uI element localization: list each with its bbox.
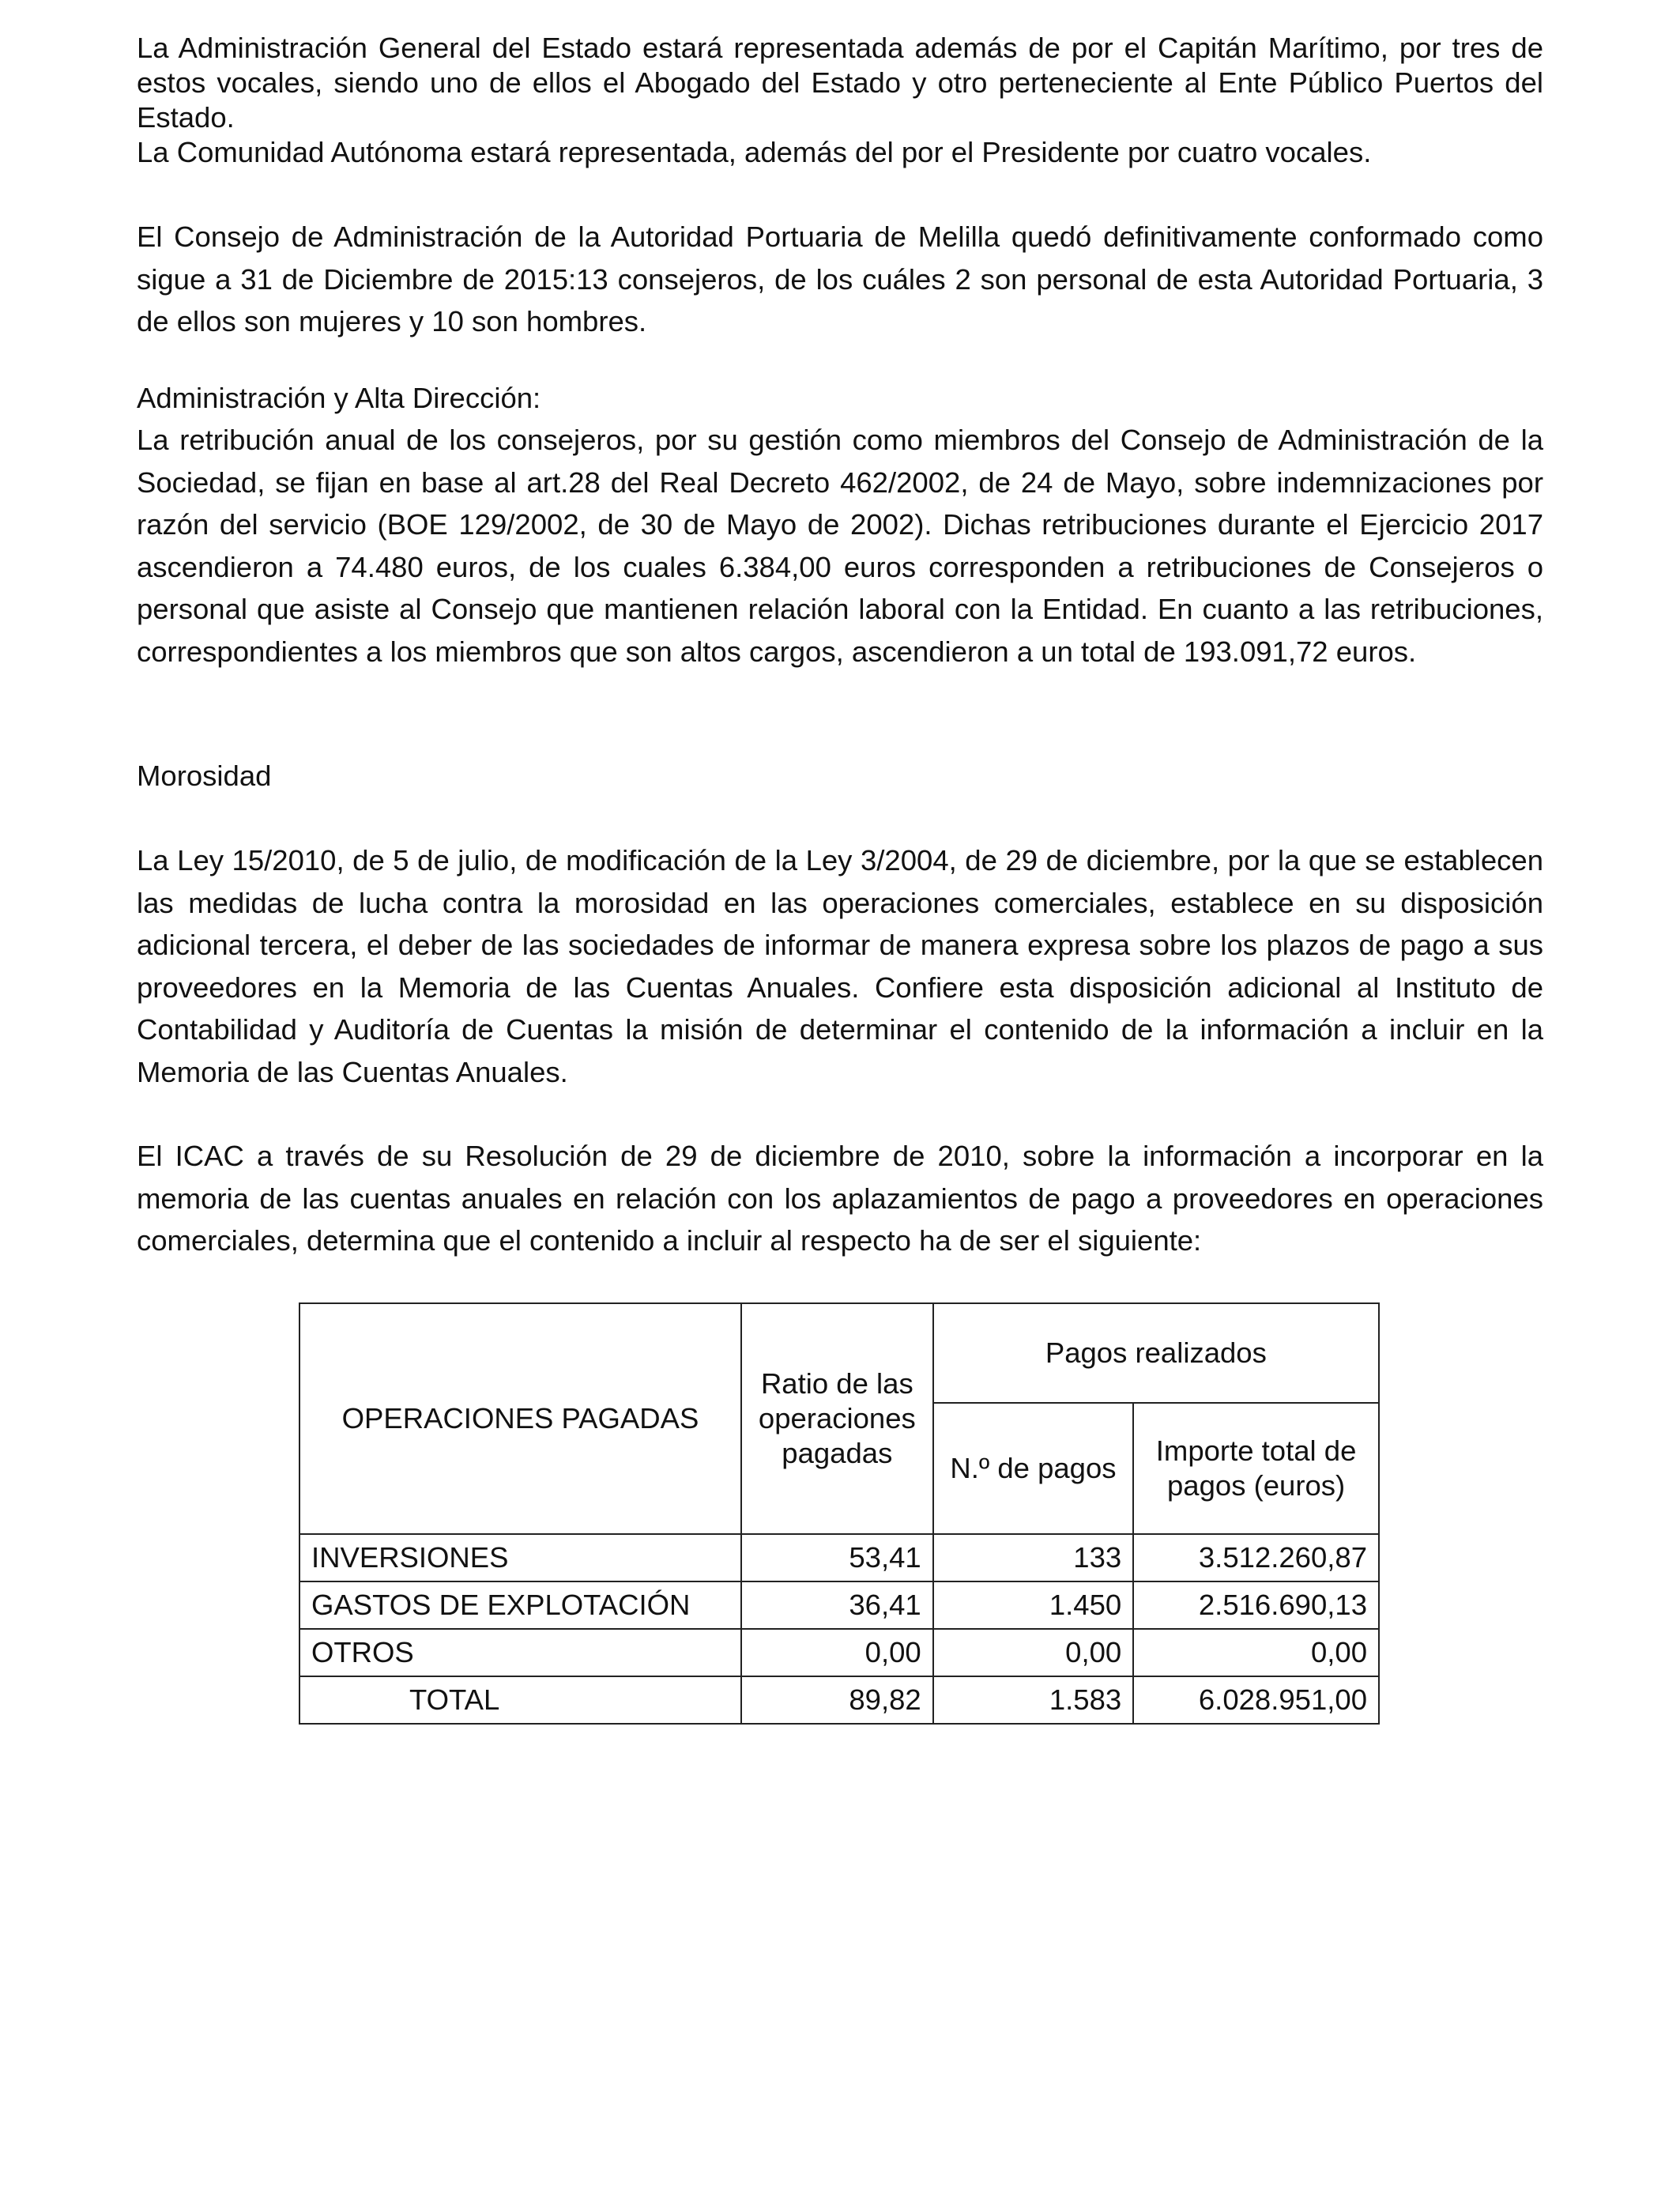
row-importe: 2.516.690,13: [1133, 1581, 1379, 1629]
table-total-row: [299, 1676, 1379, 1724]
row-ratio: 0,00: [741, 1629, 933, 1676]
row-label-total: TOTAL: [299, 1676, 741, 1724]
table-row: [299, 1629, 1379, 1676]
row-importe: 6.028.951,00: [1133, 1676, 1379, 1724]
row-ratio: 36,41: [741, 1581, 933, 1629]
table-row: [299, 1534, 1379, 1581]
row-num-pagos: 133: [933, 1534, 1134, 1581]
header-importe-total: Importe total de pagos (euros): [1133, 1403, 1379, 1534]
row-importe: 3.512.260,87: [1133, 1534, 1379, 1581]
table-header-row: [299, 1303, 1379, 1403]
paragraph-law-15-2010: La Ley 15/2010, de 5 de julio, de modificación de la Ley 3/2004, de 29 de diciembre, por la que se establecen las medidas de lucha contra la morosidad en las operaciones comerciales, establece en su disposición adicional tercera, el deber de las sociedades de informar de manera expresa sobre los plazos de pago a sus proveedores en la Memoria de las Cuentas Anuales. Confiere esta disposición adicional al Instituto de Contabilidad y Auditoría de Cuentas la misión de determinar el contenido de la información a incluir en la Memoria de las Cuentas Anuales.: [137, 844, 1543, 1088]
row-importe: 0,00: [1133, 1629, 1379, 1676]
paragraph-icac-resolution: El ICAC a través de su Resolución de 29 de diciembre de 2010, sobre la información a incorporar en la memoria de las cuentas anuales en relación con los aplazamientos de pago a proveedores en operaciones comerciales, determina que el contenido a incluir al respecto ha de ser el siguiente:: [137, 1140, 1543, 1257]
paragraph-representation-state: La Administración General del Estado estará representada además de por el Capitán Marítimo, por tres de estos vocales, siendo uno de ellos el Abogado del Estado y otro perteneciente al Ente Público Puertos del Estado.: [137, 32, 1543, 134]
row-label: INVERSIONES: [299, 1534, 741, 1581]
payments-table: [299, 1302, 1380, 1725]
paragraph-representation-community: La Comunidad Autónoma estará representada, además del por el Presidente por cuatro vocales.: [137, 136, 1372, 168]
header-operaciones-pagadas: OPERACIONES PAGADAS: [299, 1303, 741, 1534]
row-num-pagos: 1.583: [933, 1676, 1134, 1724]
heading-administration: Administración y Alta Dirección:: [137, 382, 541, 414]
row-num-pagos: 0,00: [933, 1629, 1134, 1676]
row-label: OTROS: [299, 1629, 741, 1676]
header-ratio: Ratio de las operaciones pagadas: [741, 1303, 933, 1534]
row-ratio: 89,82: [741, 1676, 933, 1724]
row-num-pagos: 1.450: [933, 1581, 1134, 1629]
header-pagos-realizados: Pagos realizados: [933, 1303, 1379, 1403]
paragraph-remuneration: La retribución anual de los consejeros, por su gestión como miembros del Consejo de Administración de la Sociedad, se fijan en base al art.28 del Real Decreto 462/2002, de 24 de Mayo, sobre indemnizaciones por razón del servicio (BOE 129/2002, de 30 de Mayo de 2002). Dichas retribuciones durante el Ejercicio 2017 ascendieron a 74.480 euros, de los cuales 6.384,00 euros corresponden a retribuciones de Consejeros o personal que asiste al Consejo que mantienen relación laboral con la Entidad. En cuanto a las retribuciones, correspondientes a los miembros que son altos cargos, ascendieron a un total de 193.091,72 euros.: [137, 424, 1543, 668]
row-ratio: 53,41: [741, 1534, 933, 1581]
table-row: [299, 1581, 1379, 1629]
header-num-pagos: N.º de pagos: [933, 1403, 1134, 1534]
paragraph-council-composition: El Consejo de Administración de la Autoridad Portuaria de Melilla quedó definitivamente conformado como sigue a 31 de Diciembre de 2015:13 consejeros, de los cuáles 2 son personal de esta Autoridad Portuaria, 3 de ellos son mujeres y 10 son hombres.: [137, 221, 1543, 337]
heading-morosidad: Morosidad: [137, 760, 272, 792]
row-label: GASTOS DE EXPLOTACIÓN: [299, 1581, 741, 1629]
